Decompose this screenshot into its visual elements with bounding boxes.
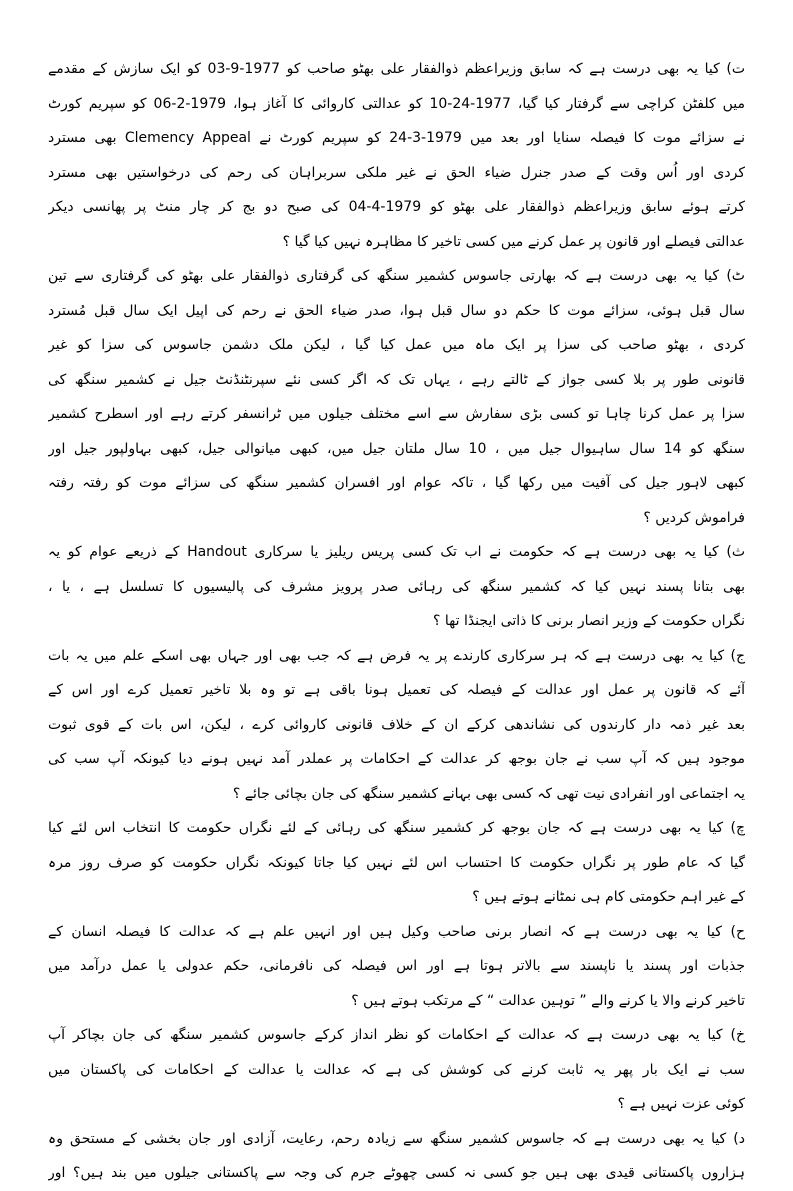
- text-line: سزا پر عمل کرنا چاہا تو کسی بڑی سفارش سے اسے مختلف جیلوں میں ٹرانسفر کرتے رہے اور اسطرح کشمیر: [48, 406, 745, 422]
- text-line: سنگھ کو 14 سال ساہیوال جیل میں ، 10 سال ملتان جیل میں، کبھی میانوالی جیل، کبھی بہاولپور جیل اور: [48, 440, 745, 457]
- text-line: فراموش کردیں ؟: [643, 509, 745, 526]
- text-line: د) کیا یہ بھی درست ہے کہ جاسوس کشمیر سنگھ سے زیادہ رحم، رعایت، آزادی اور جان بخشی کے مستحق وہ: [48, 1130, 745, 1147]
- text-line: جذبات اور پسند یا ناپسند سے بالاتر ہوتا ہے اور اس فیصلہ کی نافرمانی، حکم عدولی یا عمل درآمد میں: [48, 958, 745, 974]
- question-sa: [48, 535, 745, 639]
- text-line: ت) کیا یہ بھی درست ہے کہ سابق وزیراعظم ذوالفقار علی بھٹو صاحب کو 1977-9-03 کو ایک سازش کے مقدمے: [48, 61, 745, 77]
- text-line: نے سزائے موت کا فیصلہ سنایا اور بعد میں 1979-3-24 کو سپریم کورٹ نے Clemency Appeal بھی مسترد: [48, 130, 745, 146]
- text-line: آئے کہ قانون پر عمل اور عدالت کے فیصلہ کی تعمیل ہونا باقی ہے تو وہ بلا تاخیر تعمیل کرے اور اس کے: [48, 682, 745, 698]
- text-line: کے غیر اہم حکومتی کام ہی نمٹانے ہوتے ہیں ؟: [472, 889, 745, 905]
- text-line: یہ اجتماعی اور انفرادی نیت تھی کہ کسی بھی بہانے کشمیر سنگھ کی جان بچائی جائے ؟: [232, 785, 745, 802]
- text-line: موجود ہیں کہ آپ سب نے جان بوجھ کر عدالت کے احکامات پر عملدر آمد نہیں ہونے دیا کیونکہ آپ سب کی: [48, 751, 745, 767]
- text-line: نگراں حکومت کے وزیر انصار برنی کا ذاتی ایجنڈا تھا ؟: [433, 613, 745, 629]
- question-khay: [48, 1018, 745, 1122]
- text-line: عدالتی فیصلے اور قانون پر عمل کرنے میں کسی تاخیر کا مظاہرہ نہیں کیا گیا ؟: [282, 233, 745, 250]
- question-dal: [48, 1122, 745, 1191]
- text-line: بعد غیر ذمہ دار کارندوں کی نشاندھی کرکے ان کے خلاف قانونی کاروائی کرے ، لیکن، اس بات کے قوی ثبوت: [48, 716, 745, 733]
- text-line: گیا کہ عام طور پر نگراں حکومت کا احتساب اس لئے نہیں کیا جاتا کیونکہ نگراں حکومت کو صرف روز مرہ: [48, 854, 745, 871]
- text-line: قانونی طور پر بلا کسی جواز کے ٹالتے رہے ، یہاں تک کہ اگر کسی نئے سپرنٹنڈنٹ جیل نے کشمیر سنگھ کی: [48, 371, 745, 388]
- text-line: کردی اور اُس وقت کے صدر جنرل ضیاء الحق نے غیر ملکی سربراہان کی رحم کی درخواستیں بھی مسترد: [48, 164, 745, 181]
- text-line: ح) کیا یہ بھی درست ہے کہ انصار برنی صاحب وکیل ہیں اور انہیں علم ہے کہ عدالت کا فیصلہ انسان کے: [48, 923, 745, 940]
- question-che: [48, 811, 745, 915]
- text-line: ٹ) کیا یہ بھی درست ہے کہ بھارتی جاسوس کشمیر سنگھ کی گرفتاری ذوالفقار علی بھٹو کی گرفتاری سے تین: [48, 268, 745, 284]
- question-ta: [48, 52, 745, 259]
- text-line: تاخیر کرنے والا یا کرنے والے ” توہین عدالت “ کے مرتکب ہوتے ہیں ؟: [351, 992, 745, 1009]
- text-line: کرتے ہوئے سابق وزیراعظم ذوالفقار علی بھٹو کو 1979-4-04 کی صبح دو بج کر چار منٹ پر پھانسی دیکر: [48, 199, 745, 215]
- text-line: کبھی لاہور جیل کی آفیت میں رکھا گیا ، تاکہ عوام اور افسران کشمیر سنگھ کی سزائے موت کو رفتہ رفتہ: [48, 475, 745, 491]
- text-line: میں کلفٹن کراچی سے گرفتار کیا گیا، 1977-24-10 کو عدالتی کاروائی کا آغاز ہوا، 1979-2-06 کو سپریم کورٹ: [48, 95, 745, 112]
- text-line: چ) کیا یہ بھی درست ہے کہ جان بوجھ کر کشمیر سنگھ کی رہائی کے لئے نگراں حکومت کا انتخاب اس لئے کیا: [48, 820, 745, 836]
- question-jeem: [48, 639, 745, 812]
- text-line: سب نے ایک بار پھر یہ ثابت کرنے کی کوشش کی ہے کہ عدالت یا عدالت کے احکامات کی پاکستان میں: [48, 1061, 745, 1078]
- text-line: کردی ، بھٹو صاحب کی سزا پر ایک ماہ میں عمل کیا گیا ، لیکن ملک دشمن جاسوس کی سزا کو غیر: [48, 337, 745, 353]
- text-line: بھی بتانا پسند نہیں کیا کہ کشمیر سنگھ کی رہائی صدر پرویز مشرف کی پالیسیوں کا تسلسل ہے ، یا ،: [48, 578, 745, 595]
- text-line: کوئی عزت نہیں ہے ؟: [617, 1096, 745, 1112]
- question-tta: [48, 259, 745, 535]
- question-hay: [48, 915, 745, 1019]
- text-line: ہزاروں پاکستانی قیدی بھی ہیں جو کسی نہ کسی چھوٹے جرم کی وجہ سے پاکستانی جیلوں میں بند ہیں؟ اور: [48, 1165, 745, 1181]
- text-line: ث) کیا یہ بھی درست ہے کہ حکومت نے اب تک کسی پریس ریلیز یا سرکاری Handout کے ذریعے عوام کو یہ: [48, 544, 745, 560]
- text-line: خ) کیا یہ بھی درست ہے کہ عدالت کے احکامات کو نظر انداز کرکے جاسوس کشمیر سنگھ کی جان بچاکر آپ: [48, 1027, 745, 1043]
- text-line: ج) کیا یہ بھی درست ہے کہ ہر سرکاری کارندے پر یہ فرض ہے کہ جب بھی اور جہاں بھی اسکے علم میں یہ بات: [48, 647, 745, 664]
- text-line: سال قبل ہوئی، سزائے موت کا حکم دو سال قبل ہوا، صدر ضیاء الحق نے رحم کی اپیل ایک سال قبل مُسترد: [48, 302, 745, 319]
